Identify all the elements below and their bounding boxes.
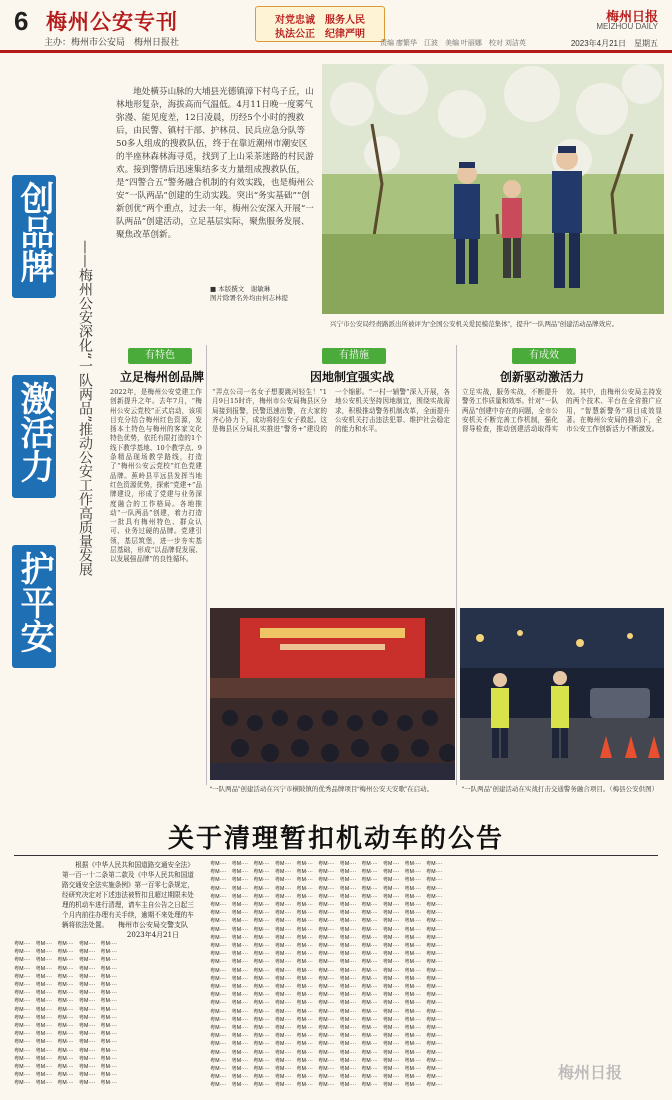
watermark: 梅州日报 — [558, 1063, 623, 1082]
slogan-banner — [255, 6, 385, 42]
photo-caption-a: 兴宁市公安局经责路派出所被评为“全国公安机关爱民模范集体”，提升“一队两品”创建活动品牌效应。 — [330, 321, 619, 328]
slogan-line-1: 对党忠诚 服务人民 — [275, 15, 365, 26]
header-rule — [0, 50, 672, 53]
date-line: 2023年4月21日 星期五 — [570, 39, 658, 48]
section-title-2: 因地制宜强实战 — [309, 370, 394, 384]
newspaper-logo: 梅州日报 — [605, 10, 658, 25]
intro-paragraph: 地处横芬山脉的大埔县光德镇漳下村鸟子丘，山林地形复杂，海拔高而气温低。4月11日晚一度雾气弥漫、能见度差，12日凌晨，历经5个小时的搜救后，由民警、镇村干部、护林员、民兵应急分队等50多人组成的搜救队伍，终于在靠近潮州市潮安区的半座林森林海寻觅，找到了上山采茶迷路的村民游欢。接到警情后迅速集结多支力量组成搜救队伍，是“四警合五”警务融合机制的有效实践，也是梅州公安“一队两品”创建的生动实践。突出“务实基础”“创新创优”两个重点，过去一年，梅州公安深入开展“一队两品”创建活动，立足基层实际，聚焦服务发展、聚焦改革创新。 — [116, 87, 314, 240]
section-title-1: 立足梅州创品牌 — [119, 370, 204, 384]
column-divider — [206, 345, 207, 785]
title-3: 护平安 — [14, 551, 54, 653]
section-body-3: 立足实战，服务实战，不断提升警务工作质量和效率。针对“一队两品”创建中存在的问题，全市公安机关不断完善工作机制，强化督导检查，推动创建活动取得实效。其中，由梅州公安局主持发的两个技术、平台在全省推广应用，“智慧新警务”项目成效显著。在梅州公安局的推动下，全市公安工作创新活力不断激发。 — [462, 388, 662, 434]
title-block-3 — [12, 545, 56, 668]
title-block-2 — [12, 375, 56, 498]
column-divider — [456, 345, 457, 785]
section-tag-3: 有成效 — [512, 348, 576, 364]
plate-list: 粤M···· 粤M···· 粤M···· 粤M···· 粤M···· 粤M···· 粤M···· 粤M···· 粤M···· 粤M···· 粤M···· 粤M···· 粤M···· 粤M···· 粤M···· 粤M···· 粤M···· 粤M···· 粤M···· 粤M···· 粤M···· 粤M···· 粤M···· 粤M···· 粤M···· 粤M···· 粤M···· 粤M···· 粤M···· 粤M···· 粤M···· 粤M···· 粤M···· 粤M···· 粤M···· 粤M···· 粤M···· 粤M···· 粤M···· 粤M···· 粤M···· 粤M···· 粤M···· 粤M···· 粤M···· 粤M···· 粤M···· 粤M···· 粤M···· 粤M···· 粤M···· 粤M···· 粤M···· 粤M···· 粤M···· 粤M···· 粤M···· 粤M···· 粤M···· 粤M···· 粤M···· 粤M···· 粤M···· 粤M···· 粤M···· 粤M···· 粤M···· 粤M···· 粤M···· 粤M···· 粤M···· 粤M···· 粤M···· 粤M···· 粤M···· 粤M···· 粤M···· 粤M···· 粤M···· 粤M···· 粤M···· 粤M···· 粤M···· 粤M···· 粤M···· 粤M···· 粤M···· 粤M···· 粤M···· 粤M···· 粤M···· 粤M···· 粤M···· 粤M···· 粤M···· 粤M···· 粤M···· 粤M···· 粤M···· 粤M···· 粤M···· 粤M···· 粤M···· 粤M···· 粤M···· 粤M···· 粤M···· 粤M···· 粤M···· 粤M···· 粤M···· 粤M···· 粤M···· 粤M···· 粤M···· 粤M···· 粤M···· 粤M···· 粤M···· 粤M···· 粤M···· 粤M···· 粤M···· 粤M···· 粤M···· 粤M···· 粤M···· 粤M···· 粤M···· 粤M···· 粤M···· 粤M···· 粤M···· 粤M···· 粤M···· 粤M···· 粤M···· 粤M···· 粤M···· 粤M···· 粤M···· 粤M···· 粤M···· 粤M···· 粤M···· 粤M···· 粤M···· 粤M···· 粤M···· 粤M···· 粤M···· 粤M···· 粤M···· 粤M···· 粤M···· 粤M···· 粤M···· 粤M···· 粤M···· 粤M···· 粤M···· 粤M···· 粤M···· 粤M···· 粤M···· 粤M···· 粤M···· 粤M···· 粤M···· 粤M···· 粤M···· 粤M···· 粤M···· 粤M···· 粤M···· 粤M···· 粤M···· 粤M···· 粤M···· 粤M···· 粤M···· 粤M···· 粤M···· 粤M···· 粤M···· 粤M···· 粤M···· 粤M···· 粤M···· 粤M···· 粤M···· 粤M···· 粤M···· 粤M···· 粤M···· 粤M···· 粤M···· 粤M···· 粤M···· 粤M···· 粤M···· 粤M···· 粤M···· 粤M···· 粤M···· 粤M···· 粤M···· 粤M···· 粤M···· 粤M···· 粤M···· 粤M···· 粤M···· 粤M···· 粤M···· 粤M···· 粤M···· 粤M···· 粤M···· 粤M···· 粤M···· 粤M···· 粤M···· 粤M···· 粤M···· 粤M···· 粤M···· 粤M···· 粤M···· 粤M···· 粤M···· 粤M···· 粤M···· 粤M···· 粤M···· 粤M···· 粤M···· 粤M···· 粤M···· 粤M···· 粤M···· 粤M···· 粤M···· 粤M···· 粤M···· 粤M···· 粤M···· 粤M···· 粤M···· 粤M···· 粤M···· 粤M···· 粤M···· 粤M···· 粤M···· 粤M···· 粤M···· 粤M···· 粤M···· 粤M···· 粤M···· 粤M···· 粤M···· 粤M···· 粤M···· 粤M···· 粤M···· 粤M···· 粤M···· 粤M···· 粤M···· 粤M···· 粤M···· 粤M···· 粤M···· 粤M···· 粤M···· 粤M···· 粤M···· 粤M···· 粤M···· 粤M···· 粤M···· 粤M···· 粤M···· 粤M···· 粤M···· 粤M···· 粤M···· 粤M···· 粤M···· 粤M···· 粤M···· 粤M···· 粤M···· 粤M···· 粤M···· 粤M···· 粤M···· 粤M···· 粤M···· 粤M···· 粤M···· 粤M···· 粤M···· 粤M···· 粤M···· 粤M···· — [210, 861, 443, 1089]
notice-signature: 梅州市公安局交警支队 2023年4月21日 — [118, 921, 188, 939]
section-body-1: 2022年，是梅州公安党建工作创新提升之年。去年7月，“梅州公安云党校”正式启动，该项目充分结合梅州红色资源，发扬本土特色与梅州的客家文化特色优势，依托有限打造的1个线下教学基地、10个教学点、9条精品现场教学路线，打造了“梅州公安云党校”红色党建品牌。蕉岭县平远县发挥当地红色资源优势，探索“党建+”品牌建设，形成了党建与业务深度融合的工作格局。各地推动“一队两品”创建，着力打造一批具有梅州特色、群众认可、业务过硬的品牌。党建引领，基层筑堡，进一步夯实基层基础，形成“以品牌促发展、以发展强品牌”的良性循环。 — [110, 388, 202, 564]
slogan-line-2: 执法公正 纪律严明 — [275, 29, 365, 40]
notice-rule — [14, 855, 658, 856]
photo-orchard-officers — [322, 64, 664, 314]
subtitle: ——梅州公安深化“一队两品”推动公安工作高质量发展 — [77, 240, 93, 577]
editors-line: 责编 廖繁华 江波 美编 叶丽娜 校对 刘洁英 — [380, 40, 526, 47]
masthead: 梅州公安专刊 — [46, 9, 178, 34]
notice-title: 关于清理暂扣机动车的公告 — [167, 824, 504, 854]
notice-intro: 根据《中华人民共和国道路交通安全法》第一百一十二条第二款及《中华人民共和国道路交通安全法实施条例》第一百零七条规定，经研究决定对下述违法被暂扣且超过期限未处理的机动车进行清理，请车主自公告之日起三个月内前往办理有关手续，逾期不来处理的车辆将依法处置。 — [62, 861, 194, 929]
newspaper-logo-en: MEIZHOU DAILY — [596, 22, 658, 31]
photo-night-traffic-check — [460, 608, 664, 780]
title-2: 激活力 — [14, 381, 54, 483]
section-title-3: 创新驱动激活力 — [499, 370, 584, 384]
title-1: 创品牌 — [14, 181, 54, 283]
title-block-1 — [12, 175, 56, 298]
page-number: 6 — [14, 6, 29, 36]
section-body-2: “弄点公司一名女子想要跳河轻生！”1月9日15时许，梅州市公安局梅县区分局接到报警，民警迅速出警，在大家的齐心协力下，成功将轻生女子救起。这是梅县区分局扎实推进“警务+”建设的一个缩影。“一村一辅警”深入开展，各地公安机关坚持因地制宜，围绕实战需求，积极推动警务机制改革，全面提升公安机关打击违法犯罪、维护社会稳定的能力和水平。 — [212, 388, 450, 434]
photo-launch-ceremony — [210, 608, 455, 780]
plate-list: 粤M···· 粤M···· 粤M···· 粤M···· 粤M···· 粤M···· 粤M···· 粤M···· 粤M···· 粤M···· 粤M···· 粤M···· 粤M···· 粤M···· 粤M···· 粤M···· 粤M···· 粤M···· 粤M···· 粤M···· 粤M···· 粤M···· 粤M···· 粤M···· 粤M···· 粤M···· 粤M···· 粤M···· 粤M···· 粤M···· 粤M···· 粤M···· 粤M···· 粤M···· 粤M···· 粤M···· 粤M···· 粤M···· 粤M···· 粤M···· 粤M···· 粤M···· 粤M···· 粤M···· 粤M···· 粤M···· 粤M···· 粤M···· 粤M···· 粤M···· 粤M···· 粤M···· 粤M···· 粤M···· 粤M···· 粤M···· 粤M···· 粤M···· 粤M···· 粤M···· 粤M···· 粤M···· 粤M···· 粤M···· 粤M···· 粤M···· 粤M···· 粤M···· 粤M···· 粤M···· 粤M···· 粤M···· 粤M···· 粤M···· 粤M···· 粤M···· 粤M···· 粤M···· 粤M···· 粤M···· 粤M···· 粤M···· 粤M···· 粤M···· 粤M···· 粤M···· 粤M···· 粤M···· 粤M···· 粤M···· — [14, 941, 117, 1087]
sponsor-line: 主办：梅州市公安局 梅州日报社 — [44, 37, 180, 47]
photo-caption-b: “一队两品”创建活动在兴宁市横陂镇的优秀品牌项目“梅州公安天安歌”在启动。 — [210, 786, 434, 793]
section-tag-2: 有措施 — [322, 348, 386, 364]
photo-caption-c: “一队两品”创建活动在实战打击交通警务融合项目。（梅县公安供图） — [462, 786, 659, 793]
byline: ■ 本版撰文 谢敏琳 图片除署名外均由何志林提 — [210, 285, 288, 302]
section-tag-1: 有特色 — [128, 348, 192, 364]
